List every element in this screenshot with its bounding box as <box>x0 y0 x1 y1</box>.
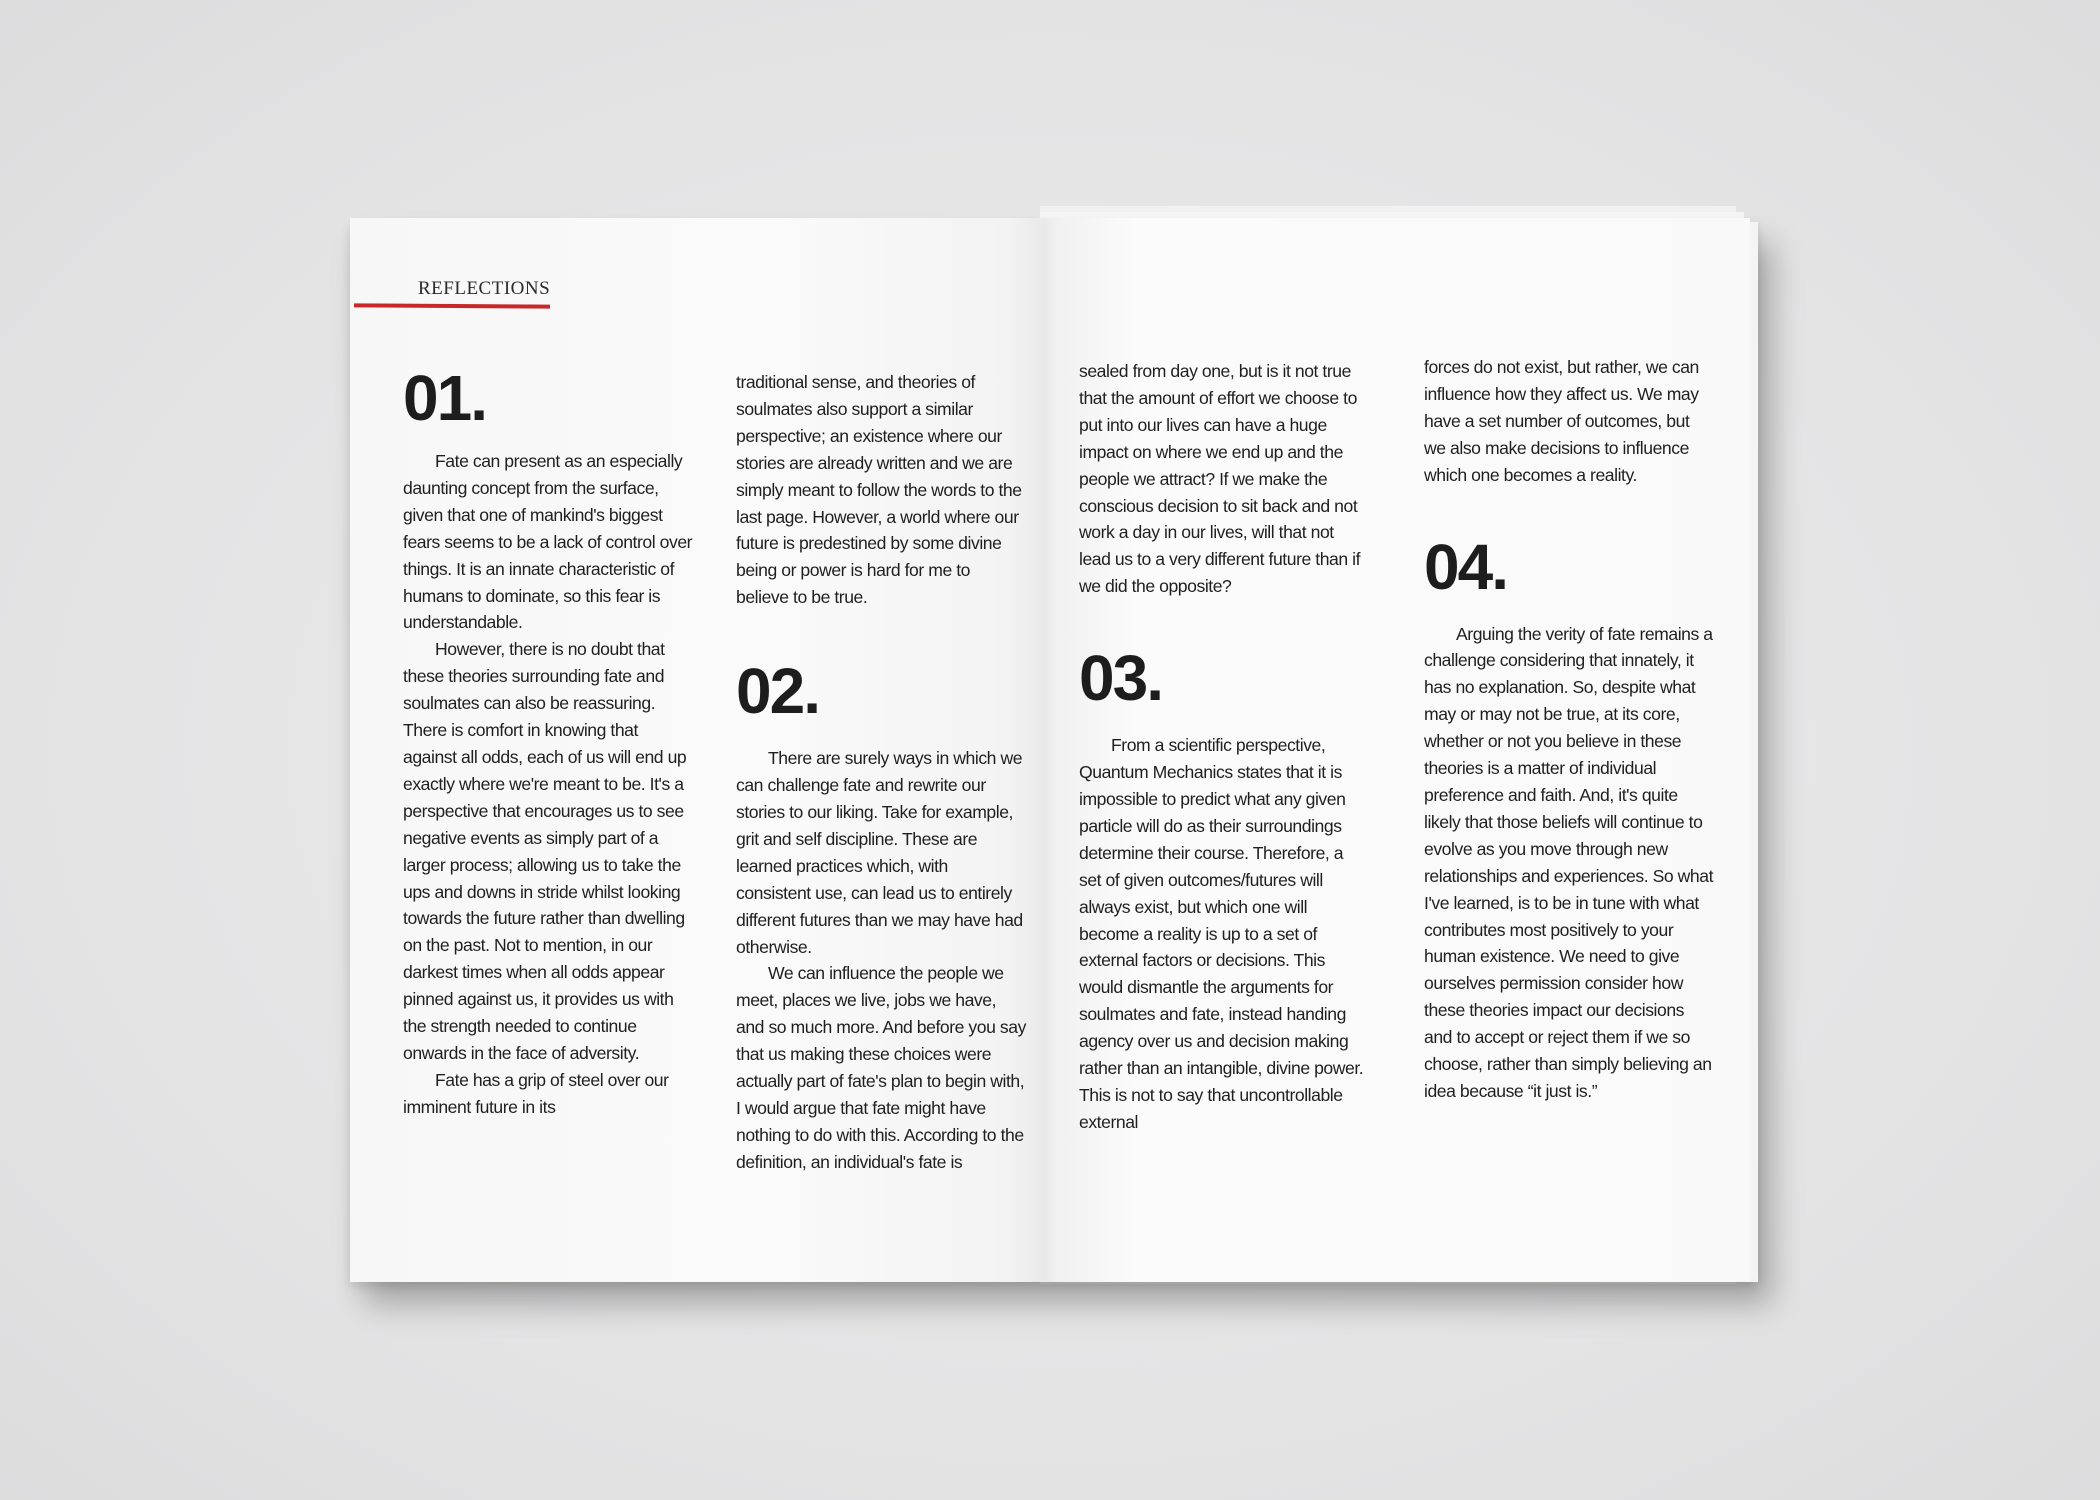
body-paragraph: There are surely ways in which we can challenge fate and rewrite our stories to our liking. Take for example, grit and self discipline. These are learned practices which, with consistent use, can lead us to entirely different futures than we may have had otherwise. <box>736 748 1023 957</box>
body-paragraph: sealed from day one, but is it not true that the amount of effort we choose to put into our lives can have a huge impact on where we end up and the people we attract? If we make the conscious decision to sit back and not work a day in our lives, will that not lead us to a very different future than if we did the opposite? <box>1079 361 1361 597</box>
text-column-3 <box>1079 358 1369 1136</box>
text-column-2 <box>736 369 1026 1176</box>
section-number: 02. <box>736 655 819 728</box>
body-paragraph: Fate has a grip of steel over our imminent future in its <box>403 1069 669 1117</box>
section-label-underline <box>354 303 550 308</box>
body-paragraph: We can influence the people we meet, places we live, jobs we have, and so much more. And before you say that us making these choices were actually part of fate's plan to begin with, I would argue that fate might have nothing to do with this. According to the definition, an individual's fate is <box>736 963 1026 1172</box>
body-paragraph: However, there is no doubt that these theories surrounding fate and soulmates can also be reassuring. There is comfort in knowing that against all odds, each of us will end up exactly where we're meant to be. It's a perspective that encourages us to see negative events as simply part of a larger process; allowing us to take the ups and downs in stride whilst looking towards the future rather than dwelling on the past. Not to mention, in our darkest times when all odds appear pinned against us, it provides us with the strength needed to continue onwards in the face of adversity. <box>403 639 687 1063</box>
section-label: REFLECTIONS <box>418 278 551 299</box>
section-number: 01. <box>403 362 486 434</box>
body-paragraph: From a scientific perspective, Quantum Mechanics states that it is impossible to predict what any given particle will do as their surroundings determine their course. Therefore, a set of given outcomes/futures will always exist, but which one will become a reality is up to a set of external factors or decisions. This would dismantle the arguments for soulmates and fate, instead handing agency over us and decision making rather than an intangible, divine power. This is not to say that uncontrollable external <box>1079 735 1364 1132</box>
text-column-1 <box>403 362 693 1121</box>
section-number: 03. <box>1079 642 1162 715</box>
body-paragraph: forces do not exist, but rather, we can influence how they affect us. We may have a set number of outcomes, but we also make decisions to influence which one becomes a reality. <box>1424 357 1699 485</box>
text-column-4 <box>1424 354 1714 1105</box>
section-number: 04. <box>1424 530 1507 603</box>
body-paragraph: Fate can present as an especially daunting concept from the surface, given that one of mankind's biggest fears seems to be a lack of control over things. It is an innate characteristic of humans to dominate, so this fear is understandable. <box>403 451 693 633</box>
body-paragraph: traditional sense, and theories of soulmates also support a similar perspective; an existence where our stories are already written and we are simply meant to follow the words to the last page. However, a world where our future is predestined by some divine being or power is hard for me to believe to be true. <box>736 372 1022 608</box>
body-paragraph: Arguing the verity of fate remains a challenge considering that innately, it has no explanation. So, despite what may or may not be true, at its core, whether or not you believe in these theories is a matter of individual preference and faith. And, it's quite likely that those beliefs will continue to evolve as you move through new relationships and experiences. So what I've learned, is to be in tune with what contributes most positively to your human existence. We need to give ourselves permission consider how these theories impact our decisions and to accept or reject them if we so choose, rather than simply believing an idea because “it just is.” <box>1424 623 1714 1101</box>
magazine-spread <box>350 218 1750 1282</box>
